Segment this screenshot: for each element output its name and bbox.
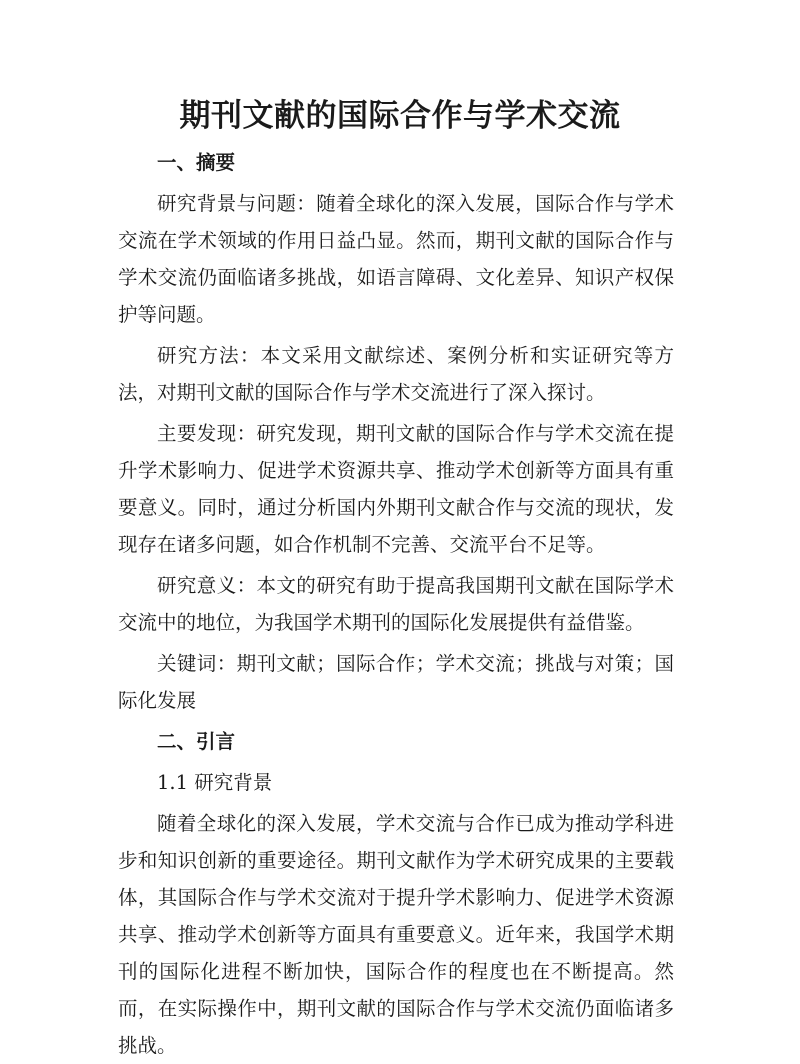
abstract-methods-paragraph: 研究方法：本文采用文献综述、案例分析和实证研究等方法，对期刊文献的国际合作与学术交流进行了深入探讨。	[118, 344, 674, 404]
document-body	[118, 144, 674, 1064]
document-title: 期刊文献的国际合作与学术交流	[179, 98, 621, 134]
section-heading-introduction: 二、引言	[157, 730, 236, 753]
abstract-keywords-paragraph: 关键词：期刊文献；国际合作；学术交流；挑战与对策；国际化发展	[118, 652, 674, 712]
section-heading-abstract: 一、摘要	[157, 151, 236, 174]
subsection-heading-background: 1.1 研究背景	[157, 771, 273, 794]
introduction-paragraph: 随着全球化的深入发展，学术交流与合作已成为推动学科进步和知识创新的重要途径。期刊文献作为学术研究成果的主要载体，其国际合作与学术交流对于提升学术影响力、促进学术资源共享、推动学术创新等方面具有重要意义。近年来，我国学术期刊的国际化进程不断加快，国际合作的程度也在不断提高。然而，在实际操作中，期刊文献的国际合作与学术交流仍面临诸多挑战。	[118, 812, 674, 1057]
abstract-significance-paragraph: 研究意义：本文的研究有助于提高我国期刊文献在国际学术交流中的地位，为我国学术期刊的国际化发展提供有益借鉴。	[118, 574, 674, 634]
abstract-background-paragraph: 研究背景与问题：随着全球化的深入发展，国际合作与学术交流在学术领域的作用日益凸显。然而，期刊文献的国际合作与学术交流仍面临诸多挑战，如语言障碍、文化差异、知识产权保护等问题。	[118, 192, 674, 326]
abstract-findings-paragraph: 主要发现：研究发现，期刊文献的国际合作与学术交流在提升学术影响力、促进学术资源共享、推动学术创新等方面具有重要意义。同时，通过分析国内外期刊文献合作与交流的现状，发现存在诸多问题，如合作机制不完善、交流平台不足等。	[118, 422, 674, 556]
